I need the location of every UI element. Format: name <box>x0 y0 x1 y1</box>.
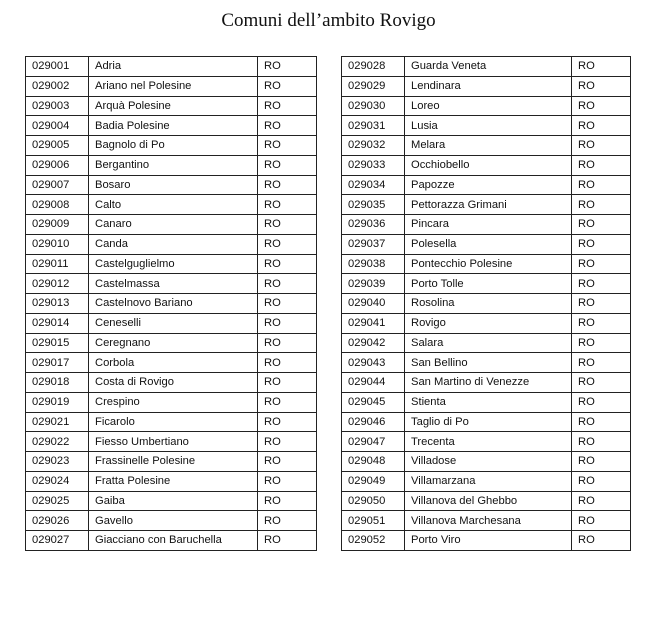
province-cell: RO <box>572 175 631 195</box>
comune-name-cell: Gavello <box>89 511 258 531</box>
comune-name-cell: Guarda Veneta <box>405 57 572 77</box>
table-row <box>26 136 317 156</box>
table-row <box>26 452 317 472</box>
province-cell: RO <box>572 234 631 254</box>
province-cell: RO <box>258 234 317 254</box>
province-cell: RO <box>258 353 317 373</box>
province-cell: RO <box>258 432 317 452</box>
province-cell: RO <box>572 155 631 175</box>
istat-code-cell: 029009 <box>26 215 89 235</box>
comune-name-cell: Fratta Polesine <box>89 471 258 491</box>
comune-name-cell: Fiesso Umbertiano <box>89 432 258 452</box>
comune-name-cell: Trecenta <box>405 432 572 452</box>
istat-code-cell: 029028 <box>342 57 405 77</box>
table-row <box>342 412 631 432</box>
istat-code-cell: 029003 <box>26 96 89 116</box>
table-row <box>26 155 317 175</box>
istat-code-cell: 029007 <box>26 175 89 195</box>
province-cell: RO <box>258 313 317 333</box>
table-row <box>342 373 631 393</box>
table-row <box>26 373 317 393</box>
province-cell: RO <box>258 136 317 156</box>
comune-name-cell: Castelnovo Bariano <box>89 294 258 314</box>
istat-code-cell: 029002 <box>26 76 89 96</box>
istat-code-cell: 029019 <box>26 392 89 412</box>
comune-name-cell: Badia Polesine <box>89 116 258 136</box>
istat-code-cell: 029037 <box>342 234 405 254</box>
istat-code-cell: 029023 <box>26 452 89 472</box>
table-row <box>342 353 631 373</box>
comune-name-cell: Papozze <box>405 175 572 195</box>
province-cell: RO <box>572 195 631 215</box>
province-cell: RO <box>258 274 317 294</box>
table-row <box>26 511 317 531</box>
province-cell: RO <box>572 116 631 136</box>
province-cell: RO <box>258 254 317 274</box>
comune-name-cell: Loreo <box>405 96 572 116</box>
table-row <box>342 432 631 452</box>
province-cell: RO <box>572 313 631 333</box>
province-cell: RO <box>572 531 631 551</box>
table-row <box>26 116 317 136</box>
istat-code-cell: 029046 <box>342 412 405 432</box>
province-cell: RO <box>572 76 631 96</box>
table-row <box>342 57 631 77</box>
comune-name-cell: Porto Tolle <box>405 274 572 294</box>
province-cell: RO <box>572 511 631 531</box>
province-cell: RO <box>258 175 317 195</box>
istat-code-cell: 029001 <box>26 57 89 77</box>
istat-code-cell: 029012 <box>26 274 89 294</box>
comune-name-cell: Ceneselli <box>89 313 258 333</box>
table-row <box>26 57 317 77</box>
table-row <box>26 471 317 491</box>
table-row <box>342 116 631 136</box>
istat-code-cell: 029032 <box>342 136 405 156</box>
istat-code-cell: 029015 <box>26 333 89 353</box>
province-cell: RO <box>258 294 317 314</box>
table-row <box>26 215 317 235</box>
province-cell: RO <box>258 96 317 116</box>
comune-name-cell: Calto <box>89 195 258 215</box>
province-cell: RO <box>572 274 631 294</box>
province-cell: RO <box>258 215 317 235</box>
province-cell: RO <box>258 412 317 432</box>
istat-code-cell: 029005 <box>26 136 89 156</box>
comune-name-cell: Arquà Polesine <box>89 96 258 116</box>
istat-code-cell: 029011 <box>26 254 89 274</box>
table-row <box>342 274 631 294</box>
province-cell: RO <box>572 452 631 472</box>
comune-name-cell: Pincara <box>405 215 572 235</box>
province-cell: RO <box>572 96 631 116</box>
table-row <box>342 511 631 531</box>
istat-code-cell: 029047 <box>342 432 405 452</box>
province-cell: RO <box>572 57 631 77</box>
province-cell: RO <box>572 333 631 353</box>
comune-name-cell: Porto Viro <box>405 531 572 551</box>
province-cell: RO <box>572 294 631 314</box>
table-row <box>26 432 317 452</box>
istat-code-cell: 029048 <box>342 452 405 472</box>
istat-code-cell: 029051 <box>342 511 405 531</box>
table-row <box>26 76 317 96</box>
comune-name-cell: Castelguglielmo <box>89 254 258 274</box>
table-row <box>342 96 631 116</box>
comuni-table-right <box>341 56 631 551</box>
istat-code-cell: 029018 <box>26 373 89 393</box>
comune-name-cell: Villanova del Ghebbo <box>405 491 572 511</box>
table-row <box>342 195 631 215</box>
comune-name-cell: Corbola <box>89 353 258 373</box>
comune-name-cell: Pontecchio Polesine <box>405 254 572 274</box>
istat-code-cell: 029013 <box>26 294 89 314</box>
table-row <box>26 392 317 412</box>
comune-name-cell: Salara <box>405 333 572 353</box>
province-cell: RO <box>258 155 317 175</box>
comuni-table-left <box>25 56 317 551</box>
table-row <box>26 195 317 215</box>
comune-name-cell: Villamarzana <box>405 471 572 491</box>
istat-code-cell: 029034 <box>342 175 405 195</box>
province-cell: RO <box>258 511 317 531</box>
istat-code-cell: 029045 <box>342 392 405 412</box>
province-cell: RO <box>258 333 317 353</box>
comune-name-cell: Ficarolo <box>89 412 258 432</box>
istat-code-cell: 029030 <box>342 96 405 116</box>
table-row <box>26 412 317 432</box>
istat-code-cell: 029041 <box>342 313 405 333</box>
istat-code-cell: 029049 <box>342 471 405 491</box>
comune-name-cell: Pettorazza Grimani <box>405 195 572 215</box>
comune-name-cell: Canaro <box>89 215 258 235</box>
comune-name-cell: Ariano nel Polesine <box>89 76 258 96</box>
province-cell: RO <box>572 373 631 393</box>
table-row <box>26 353 317 373</box>
istat-code-cell: 029036 <box>342 215 405 235</box>
table-row <box>342 175 631 195</box>
province-cell: RO <box>258 452 317 472</box>
table-row <box>26 175 317 195</box>
istat-code-cell: 029035 <box>342 195 405 215</box>
table-row <box>342 254 631 274</box>
table-row <box>26 234 317 254</box>
comune-name-cell: Bergantino <box>89 155 258 175</box>
table-row <box>342 471 631 491</box>
comune-name-cell: Giacciano con Baruchella <box>89 531 258 551</box>
table-row <box>342 333 631 353</box>
istat-code-cell: 029029 <box>342 76 405 96</box>
istat-code-cell: 029022 <box>26 432 89 452</box>
istat-code-cell: 029017 <box>26 353 89 373</box>
province-cell: RO <box>258 76 317 96</box>
province-cell: RO <box>258 392 317 412</box>
comune-name-cell: Lusia <box>405 116 572 136</box>
province-cell: RO <box>258 57 317 77</box>
istat-code-cell: 029006 <box>26 155 89 175</box>
comune-name-cell: Melara <box>405 136 572 156</box>
comune-name-cell: Adria <box>89 57 258 77</box>
istat-code-cell: 029004 <box>26 116 89 136</box>
comune-name-cell: Canda <box>89 234 258 254</box>
province-cell: RO <box>258 491 317 511</box>
province-cell: RO <box>572 254 631 274</box>
comune-name-cell: San Bellino <box>405 353 572 373</box>
istat-code-cell: 029008 <box>26 195 89 215</box>
istat-code-cell: 029033 <box>342 155 405 175</box>
istat-code-cell: 029038 <box>342 254 405 274</box>
comune-name-cell: Stienta <box>405 392 572 412</box>
province-cell: RO <box>572 491 631 511</box>
table-row <box>342 136 631 156</box>
province-cell: RO <box>258 471 317 491</box>
table-row <box>26 294 317 314</box>
istat-code-cell: 029027 <box>26 531 89 551</box>
istat-code-cell: 029026 <box>26 511 89 531</box>
province-cell: RO <box>258 531 317 551</box>
comune-name-cell: Ceregnano <box>89 333 258 353</box>
istat-code-cell: 029039 <box>342 274 405 294</box>
province-cell: RO <box>258 373 317 393</box>
comune-name-cell: Villadose <box>405 452 572 472</box>
istat-code-cell: 029042 <box>342 333 405 353</box>
istat-code-cell: 029040 <box>342 294 405 314</box>
istat-code-cell: 029044 <box>342 373 405 393</box>
table-row <box>342 215 631 235</box>
comune-name-cell: Lendinara <box>405 76 572 96</box>
table-row <box>26 491 317 511</box>
table-row <box>26 333 317 353</box>
comune-name-cell: Costa di Rovigo <box>89 373 258 393</box>
table-row <box>342 531 631 551</box>
istat-code-cell: 029052 <box>342 531 405 551</box>
table-row <box>342 234 631 254</box>
istat-code-cell: 029025 <box>26 491 89 511</box>
province-cell: RO <box>258 195 317 215</box>
comune-name-cell: Villanova Marchesana <box>405 511 572 531</box>
province-cell: RO <box>572 136 631 156</box>
table-row <box>342 155 631 175</box>
province-cell: RO <box>572 432 631 452</box>
table-row <box>342 491 631 511</box>
comune-name-cell: Taglio di Po <box>405 412 572 432</box>
table-row <box>26 254 317 274</box>
province-cell: RO <box>572 353 631 373</box>
table-row <box>26 313 317 333</box>
table-row <box>342 452 631 472</box>
table-row <box>26 274 317 294</box>
comune-name-cell: Bosaro <box>89 175 258 195</box>
province-cell: RO <box>572 392 631 412</box>
comune-name-cell: Castelmassa <box>89 274 258 294</box>
istat-code-cell: 029010 <box>26 234 89 254</box>
comune-name-cell: Rovigo <box>405 313 572 333</box>
table-row <box>342 76 631 96</box>
comune-name-cell: Polesella <box>405 234 572 254</box>
table-row <box>26 96 317 116</box>
istat-code-cell: 029031 <box>342 116 405 136</box>
comune-name-cell: Gaiba <box>89 491 258 511</box>
province-cell: RO <box>572 215 631 235</box>
istat-code-cell: 029043 <box>342 353 405 373</box>
table-row <box>342 294 631 314</box>
province-cell: RO <box>572 471 631 491</box>
comune-name-cell: Crespino <box>89 392 258 412</box>
page-title: Comuni dell’ambito Rovigo <box>221 10 436 31</box>
table-row <box>342 392 631 412</box>
province-cell: RO <box>258 116 317 136</box>
table-row <box>342 313 631 333</box>
comune-name-cell: San Martino di Venezze <box>405 373 572 393</box>
comune-name-cell: Rosolina <box>405 294 572 314</box>
istat-code-cell: 029014 <box>26 313 89 333</box>
comune-name-cell: Bagnolo di Po <box>89 136 258 156</box>
comune-name-cell: Occhiobello <box>405 155 572 175</box>
comune-name-cell: Frassinelle Polesine <box>89 452 258 472</box>
istat-code-cell: 029050 <box>342 491 405 511</box>
province-cell: RO <box>572 412 631 432</box>
istat-code-cell: 029021 <box>26 412 89 432</box>
table-row <box>26 531 317 551</box>
istat-code-cell: 029024 <box>26 471 89 491</box>
